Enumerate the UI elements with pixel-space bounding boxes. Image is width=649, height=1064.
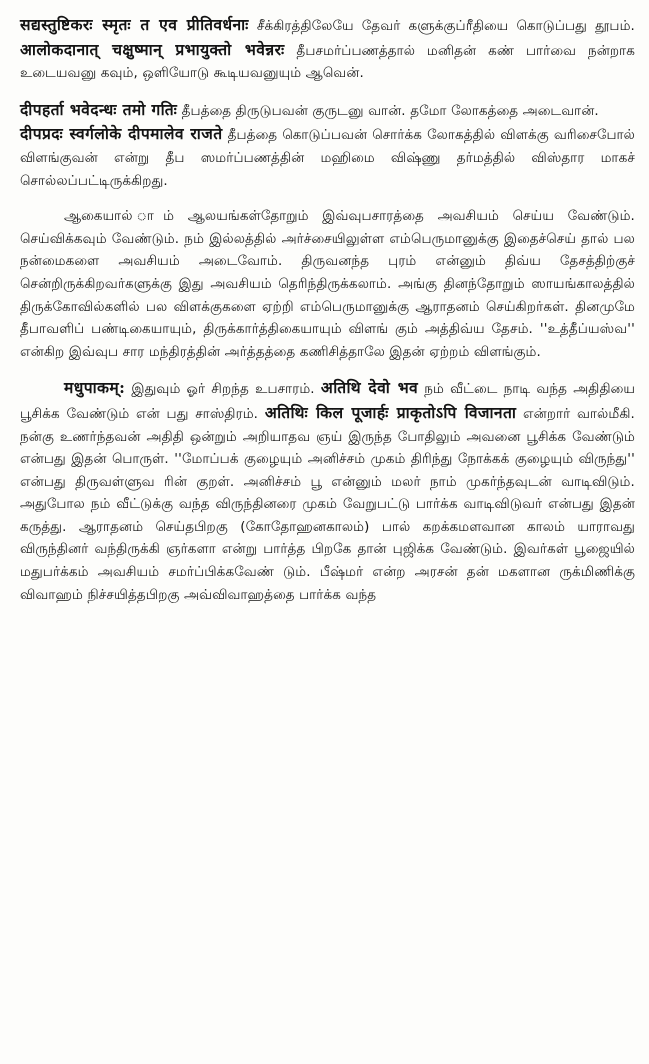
tamil-text: இதுவும் ஓர் சிறந்த உபசாரம்.: [125, 382, 321, 398]
tamil-text: ஆகையால் ாம் ஆலயங்கள்தோறும் இவ்வுபசாரத்தை அவசியம் செய்ய வேண்டும். செய்விக்கவும் வேண்டும். நம் இல்லத்தில் அர்ச்சையிலுள்ள எம்பெருமானுக்கு இதைச்செய் தால் பல நன்மைகளை அவசியம் அடைவோம். திருவனந்த புரம் என்னும் திவ்ய தேசத்திற்குச் சென்றிருக்கிறவர்களுக்கு இது அவசியம் தெரிந்திருக்கலாம். அங்கு தினந்தோறும் ஸாயங்காலத்தில் திருக்கோவில்களில் பல விளக்குகளை ஏற்றி எம்பெருமானுக்கு ஆராதனம் செய்கிறர்கள். தினமுமே தீபாவளிப் பண்டிகையாயும், திருக்கார்த்திகையாயும் விளங் கும் அத்திவ்ய தேசம். ''உத்தீப்யஸ்வ'' என்கிற இவ்வுப சார மந்திரத்தின் அர்த்தத்தை கணிசித்தாலே இதன் ஏற்றம் விளங்கும்.: [20, 209, 635, 360]
sanskrit-quote: दीपहर्ता भवेदन्धः तमो गतिः: [20, 99, 178, 119]
paragraph-p5: [20, 377, 635, 607]
tamil-text: தீபசமர்ப்பணத்தால் மனிதன் கண் பார்வை நன்றாக உடையவனு கவும், ஒளியோடு கூடியவனுயும் ஆவென்.: [20, 43, 635, 82]
sanskrit-quote: मधुपाकम्:: [64, 378, 126, 398]
sanskrit-quote: अतिथि देवो भव: [320, 378, 419, 398]
sanskrit-quote: दीपप्रदः स्वर्गलोके दीपमालेव राजते: [20, 124, 223, 144]
tamil-text: நம் வீட்டை நாடி வந்த அதிதியை பூசிக்க வேண்டும் என் பது சாஸ்திரம்.: [20, 382, 635, 422]
paragraph-p2: [20, 99, 635, 124]
tamil-text: தீபத்தை திருடுபவன் குருடனு வான். தமோ லோகத்தை அடைவான்.: [177, 103, 599, 119]
paragraph-p3: [20, 123, 635, 193]
sanskrit-quote: अतिथिः किल पूजार्हः प्राकृतोऽपि विजानता: [264, 402, 517, 422]
tamil-text: என்றார் வால்மீகி. நன்கு உணர்ந்தவன் அதிதி ஒன்றும் அறியாதவ ஞய் இருந்த போதிலும் அவனை பூசிக்க வேண்டும் என்பது இதன் பொருள். ''மோப்பக் குழையும் அனிச்சம் முகம் திரிந்து நோக்கக் குழையும் விருந்து'' என்பது திருவள்ளுவ ரின் குறள். அனிச்சம் பூ என்னும் மலர் நாம் முகர்ந்தவுடன் வாடிவிடும். அதுபோல நம் வீட்டுக்கு வந்த விருந்தினரை முகம் வேறுபட்டு பார்க்க வாடிவிடுவர் என்பது இதன் கருத்து. ஆராதனம் செய்தபிறகு (கோதோஹனகாலம்) பால் கறக்கமளவான காலம் யாராவது விருந்தினர் வந்திருக்கி ஞர்களா என்று பார்த்த பிறகே தான் புஜிக்க வேண்டும். இவர்கள் பூஜையில் மதுபர்க்கம் அவசியம் சமர்ப்பிக்கவேண் டும். பீஷ்மர் என்ற அரசன் தன் மகளான ருக்மிணிக்கு விவாஹம் நிச்சயித்தபிறகு அவ்விவாஹத்தை பார்க்க வந்த: [20, 406, 635, 603]
tamil-text: தீபத்தை கொடுப்பவன் சொர்க்க லோகத்தில் விளக்கு வரிசைபோல் விளங்குவன் என்று தீப ஸமர்ப்பணத்தின் மஹிமை விஷ்ணு தர்மத்தில் விஸ்தார மாகச் சொல்லப்பட்டிருக்கிறது.: [20, 128, 636, 189]
paragraph-p4: [20, 206, 635, 364]
sanskrit-quote: आलोकदानात् चक्षुष्मान् प्रभायुक्तो भवेन्नरः: [20, 39, 285, 59]
tamil-text: சீக்கிரத்திலேயே தேவர் களுக்குப்ரீதியை கொடுப்பது தூபம்.: [248, 19, 635, 34]
sanskrit-quote: सद्यस्तुष्टिकरः स्मृतः त एव प्रीतिवर्धनाः: [20, 15, 249, 34]
paragraph-p1: [20, 14, 635, 86]
